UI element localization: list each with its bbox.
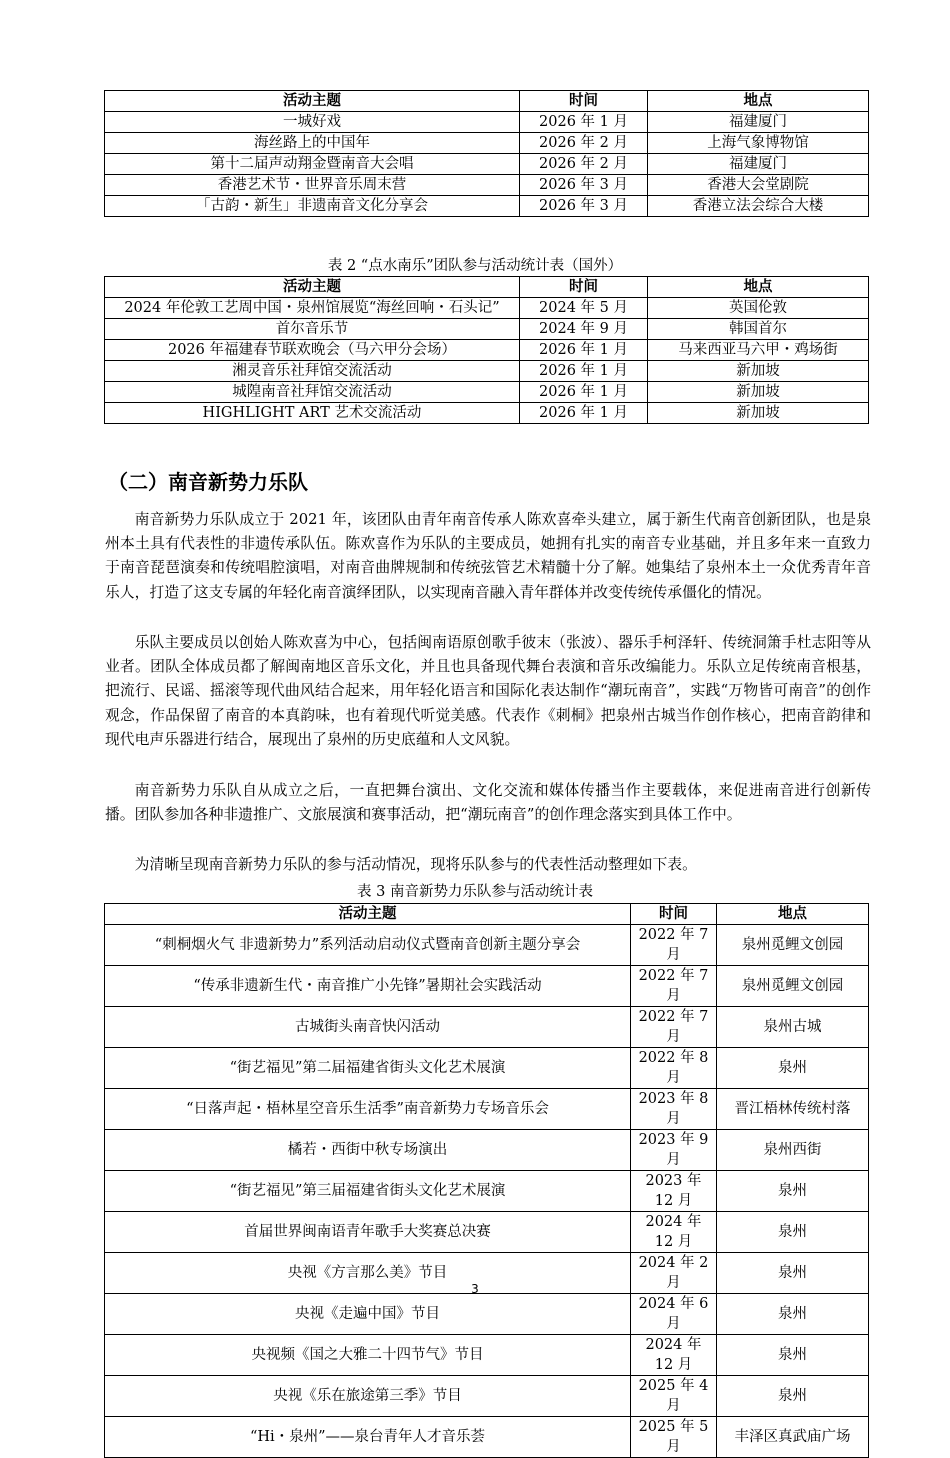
cell-time: 2026 年 1 月 <box>520 382 648 403</box>
table-band-activities <box>104 903 869 1458</box>
paragraph-intro: 南音新势力乐队成立于 2021 年，该团队由青年南音传承人陈欢喜牵头建立，属于新生代南音创新团队，也是泉州本土具有代表性的非遗传承队伍。陈欢喜作为乐队的主要成员，她拥有扎实的南音专业基础，并且多年来一直致力于南音琵琶演奏和传统唱腔演唱，对南音曲牌规制和传统弦管艺术精髓十分了解。她集结了泉州本土一众优秀青年音乐人，打造了这支专属的年轻化南音演绎团队，以实现南音融入青年群体并改变传统传承僵化的情况。 <box>105 511 871 601</box>
cell-location: 泉州 <box>717 1171 869 1212</box>
cell-theme: “Hi・泉州”——泉台青年人才音乐荟 <box>105 1417 631 1458</box>
table-overseas-activities <box>104 276 869 424</box>
cell-theme: 2026 年福建春节联欢晚会（马六甲分会场） <box>105 340 520 361</box>
cell-location: 泉州 <box>717 1294 869 1335</box>
cell-theme: 海丝路上的中国年 <box>105 133 520 154</box>
cell-theme: 「古韵・新生」非遗南音文化分享会 <box>105 196 520 217</box>
column-header-theme: 活动主题 <box>105 904 631 925</box>
cell-time: 2026 年 1 月 <box>520 112 648 133</box>
cell-location: 泉州 <box>717 1376 869 1417</box>
cell-location: 马来西亚马六甲・鸡场街 <box>648 340 869 361</box>
table-row <box>105 1130 869 1171</box>
table-domestic-activities <box>104 90 869 217</box>
table-caption: 表 2 “点水南乐”团队参与活动统计表（国外） <box>327 258 623 274</box>
cell-theme: 一城好戏 <box>105 112 520 133</box>
cell-theme: “日落声起・梧林星空音乐生活季”南音新势力专场音乐会 <box>105 1089 631 1130</box>
section-heading: （二）南音新势力乐队 <box>108 470 308 494</box>
cell-time: 2023 年 8 月 <box>631 1089 717 1130</box>
table-row <box>105 1294 869 1335</box>
cell-time: 2025 年 5 月 <box>631 1417 717 1458</box>
cell-time: 2026 年 1 月 <box>520 403 648 424</box>
column-header-time: 时间 <box>631 904 717 925</box>
cell-theme: 第十二届声动翔金暨南音大会唱 <box>105 154 520 175</box>
cell-location: 韩国首尔 <box>648 319 869 340</box>
cell-time: 2022 年 7 月 <box>631 966 717 1007</box>
page-number: 3 <box>471 1282 479 1296</box>
cell-time: 2024 年 9 月 <box>520 319 648 340</box>
cell-location: 泉州西街 <box>717 1130 869 1171</box>
cell-location: 泉州 <box>717 1253 869 1294</box>
paragraph-members: 乐队主要成员以创始人陈欢喜为中心，包括闽南语原创歌手彼末（张波）、器乐手柯泽轩、传统洞箫手杜志阳等从业者。团队全体成员都了解闽南地区音乐文化，并且也具备现代舞台表演和音乐改编能力。乐队立足传统南音根基，把流行、民谣、摇滚等现代曲风结合起来，用年轻化语言和国际化表达制作“潮玩南音”，实践“万物皆可南音”的创作观念，作品保留了南音的本真韵味，也有着现代听觉美感。代表作《刺桐》把泉州古城当作创作核心，把南音韵律和现代电声乐器进行结合，展现出了泉州的历史底蕴和人文风貌。 <box>105 634 871 748</box>
cell-time: 2024 年 12 月 <box>631 1335 717 1376</box>
cell-time: 2026 年 1 月 <box>520 361 648 382</box>
cell-theme: “刺桐烟火气 非遗新势力”系列活动启动仪式暨南音创新主题分享会 <box>105 925 631 966</box>
cell-location: 英国伦敦 <box>648 298 869 319</box>
table-header-row <box>105 277 869 298</box>
cell-theme: 央视《方言那么美》节目 <box>105 1253 631 1294</box>
cell-time: 2025 年 4 月 <box>631 1376 717 1417</box>
table-row <box>105 154 869 175</box>
cell-time: 2024 年 5 月 <box>520 298 648 319</box>
cell-location: 晋江梧林传统村落 <box>717 1089 869 1130</box>
table-row <box>105 112 869 133</box>
cell-theme: HIGHLIGHT ART 艺术交流活动 <box>105 403 520 424</box>
cell-theme: “街艺福见”第三届福建省街头文化艺术展演 <box>105 1171 631 1212</box>
cell-theme: 首届世界闽南语青年歌手大奖赛总决赛 <box>105 1212 631 1253</box>
table-row <box>105 925 869 966</box>
cell-theme: 城隍南音社拜馆交流活动 <box>105 382 520 403</box>
cell-location: 福建厦门 <box>648 154 869 175</box>
column-header-location: 地点 <box>648 91 869 112</box>
table-row <box>105 1089 869 1130</box>
cell-time: 2024 年 6 月 <box>631 1294 717 1335</box>
cell-time: 2026 年 2 月 <box>520 154 648 175</box>
table-row <box>105 133 869 154</box>
table-row <box>105 1007 869 1048</box>
cell-time: 2024 年 12 月 <box>631 1212 717 1253</box>
cell-theme: 央视《走遍中国》节目 <box>105 1294 631 1335</box>
column-header-location: 地点 <box>648 277 869 298</box>
column-header-location: 地点 <box>717 904 869 925</box>
table-row <box>105 1335 869 1376</box>
cell-theme: 央视频《国之大雅二十四节气》节目 <box>105 1335 631 1376</box>
column-header-theme: 活动主题 <box>105 91 520 112</box>
cell-theme: 湘灵音乐社拜馆交流活动 <box>105 361 520 382</box>
table-caption: 表 3 南音新势力乐队参与活动统计表 <box>357 884 593 900</box>
cell-time: 2026 年 1 月 <box>520 340 648 361</box>
cell-location: 新加坡 <box>648 382 869 403</box>
cell-theme: “传承非遗新生代・南音推广小先锋”暑期社会实践活动 <box>105 966 631 1007</box>
table-row <box>105 1417 869 1458</box>
cell-location: 丰泽区真武庙广场 <box>717 1417 869 1458</box>
table-row <box>105 403 869 424</box>
table-row <box>105 1171 869 1212</box>
cell-location: 泉州 <box>717 1048 869 1089</box>
cell-location: 香港立法会综合大楼 <box>648 196 869 217</box>
table-row <box>105 1048 869 1089</box>
cell-location: 泉州觅鲤文创园 <box>717 966 869 1007</box>
cell-time: 2024 年 2 月 <box>631 1253 717 1294</box>
cell-location: 新加坡 <box>648 361 869 382</box>
table-row <box>105 196 869 217</box>
table-header-row <box>105 91 869 112</box>
table-row <box>105 175 869 196</box>
cell-time: 2023 年 9 月 <box>631 1130 717 1171</box>
cell-time: 2022 年 7 月 <box>631 925 717 966</box>
cell-theme: 2024 年伦敦工艺周中国・泉州馆展览“海丝回响・石头记” <box>105 298 520 319</box>
cell-time: 2022 年 7 月 <box>631 1007 717 1048</box>
column-header-time: 时间 <box>520 91 648 112</box>
cell-time: 2022 年 8 月 <box>631 1048 717 1089</box>
cell-theme: 香港艺术节・世界音乐周末营 <box>105 175 520 196</box>
cell-theme: “街艺福见”第二届福建省街头文化艺术展演 <box>105 1048 631 1089</box>
cell-location: 泉州 <box>717 1335 869 1376</box>
cell-location: 泉州 <box>717 1212 869 1253</box>
table-row <box>105 361 869 382</box>
paragraph-table-intro: 为清晰呈现南音新势力乐队的参与活动情况，现将乐队参与的代表性活动整理如下表。 <box>134 856 697 873</box>
table-row <box>105 382 869 403</box>
cell-time: 2026 年 3 月 <box>520 196 648 217</box>
table-row <box>105 966 869 1007</box>
table-row <box>105 298 869 319</box>
table-header-row <box>105 904 869 925</box>
cell-location: 泉州觅鲤文创园 <box>717 925 869 966</box>
cell-time: 2023 年 12 月 <box>631 1171 717 1212</box>
table-row <box>105 1212 869 1253</box>
column-header-theme: 活动主题 <box>105 277 520 298</box>
paragraph-activities: 南音新势力乐队自从成立之后，一直把舞台演出、文化交流和媒体传播当作主要载体，来促进南音进行创新传播。团队参加各种非遗推广、文旅展演和赛事活动，把“潮玩南音”的创作理念落实到具体工作中。 <box>105 782 871 824</box>
cell-location: 上海气象博物馆 <box>648 133 869 154</box>
cell-time: 2026 年 3 月 <box>520 175 648 196</box>
cell-theme: 橘若・西街中秋专场演出 <box>105 1130 631 1171</box>
cell-theme: 首尔音乐节 <box>105 319 520 340</box>
cell-location: 新加坡 <box>648 403 869 424</box>
cell-location: 福建厦门 <box>648 112 869 133</box>
cell-location: 香港大会堂剧院 <box>648 175 869 196</box>
table-row <box>105 1376 869 1417</box>
table-row <box>105 319 869 340</box>
cell-location: 泉州古城 <box>717 1007 869 1048</box>
table-row <box>105 340 869 361</box>
column-header-time: 时间 <box>520 277 648 298</box>
cell-theme: 央视《乐在旅途第三季》节目 <box>105 1376 631 1417</box>
cell-theme: 古城街头南音快闪活动 <box>105 1007 631 1048</box>
cell-time: 2026 年 2 月 <box>520 133 648 154</box>
